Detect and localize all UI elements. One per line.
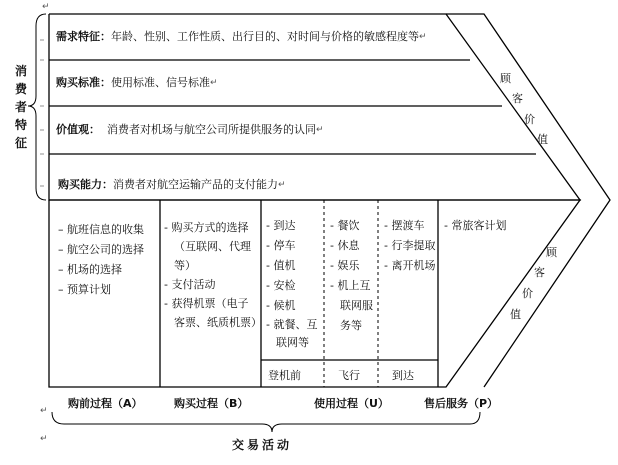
cv-bottom-char: 值 <box>510 308 521 321</box>
stage-label-u: 使用过程（U） <box>314 397 389 410</box>
col-b-list <box>164 218 262 332</box>
cv-bottom-char: 价 <box>522 287 533 300</box>
list-item: - 休息 <box>330 239 360 252</box>
consumer-features-label <box>14 62 28 152</box>
list-item: - 停车 <box>266 239 296 252</box>
list-item: - 常旅客计划 <box>444 219 507 232</box>
cv-top-char: 客 <box>512 92 523 105</box>
left-brace <box>28 14 46 200</box>
para-mark: ↵ <box>40 434 48 444</box>
list-item: - 就餐、互联网等 <box>266 318 318 349</box>
list-item: - 离开机场 <box>384 259 436 272</box>
sub-label-before-boarding: 登机前 <box>268 369 301 382</box>
list-item: - 机上互联网服务等 <box>330 279 373 332</box>
demand-text: 年龄、性别、工作性质、出行目的、对时间与价格的敏感程度等 <box>111 30 419 43</box>
para-mark: ↵ <box>42 2 50 12</box>
sub-label-flight: 飞行 <box>338 369 360 382</box>
list-item: - 购买方式的选择（互联网、代理等） <box>164 221 251 272</box>
values-text: 消费者对机场与航空公司所提供服务的认同 <box>107 123 316 136</box>
label-char: 费 <box>14 82 27 96</box>
standard-row: 购买标准：使用标准、信号标准 ↵ <box>56 76 218 89</box>
bottom-brace <box>52 412 480 432</box>
col-u2-list <box>330 216 376 336</box>
list-item: – 机场的选择 <box>58 263 122 276</box>
values-row: 价值观： 消费者对机场与航空公司所提供服务的认同 ↵ <box>56 123 324 136</box>
label-char: 消 <box>14 64 27 78</box>
demand-label: 需求特征： <box>56 30 111 43</box>
cv-top-char: 顾 <box>500 72 511 85</box>
standard-label: 购买标准： <box>56 76 111 89</box>
list-item: - 候机 <box>266 299 296 312</box>
label-char: 特 <box>14 118 27 132</box>
sub-label-arrival: 到达 <box>392 369 414 382</box>
values-label: 价值观： <box>56 123 100 136</box>
label-char: 征 <box>14 136 27 150</box>
col-u1-list <box>266 216 324 352</box>
list-item: - 行李提取 <box>384 239 436 252</box>
list-item: – 预算计划 <box>58 283 111 296</box>
list-item: – 航班信息的收集 <box>58 223 144 236</box>
stage-label-a: 购前过程（A） <box>68 397 143 410</box>
list-item: - 安检 <box>266 279 296 292</box>
ability-text: 消费者对航空运输产品的支付能力 <box>113 178 278 191</box>
col-p-list <box>444 216 506 236</box>
cv-bottom-char: 客 <box>534 266 545 279</box>
col-a-list <box>58 220 158 300</box>
list-item: - 到达 <box>266 219 296 232</box>
list-item: – 航空公司的选择 <box>58 243 144 256</box>
col-u3-list <box>384 216 436 276</box>
cv-top-char: 价 <box>524 113 535 126</box>
stage-label-p: 售后服务（P） <box>424 397 499 410</box>
ability-label: 购买能力： <box>58 178 113 191</box>
transaction-label: 交易活动 <box>232 438 293 452</box>
stage-label-b: 购买过程（B） <box>174 397 249 410</box>
cv-top-char: 值 <box>537 133 548 146</box>
para-mark: ↵ <box>40 406 48 416</box>
label-char: 者 <box>14 100 27 114</box>
list-item: - 摆渡车 <box>384 219 425 232</box>
ability-row: 购买能力：消费者对航空运输产品的支付能力 ↵ <box>58 178 286 191</box>
demand-row: 需求特征：年龄、性别、工作性质、出行目的、对时间与价格的敏感程度等 ↵ <box>56 30 427 43</box>
list-item: - 娱乐 <box>330 259 360 272</box>
standard-text: 使用标准、信号标准 <box>111 76 210 89</box>
cv-bottom-char: 顾 <box>546 246 557 259</box>
list-item: - 餐饮 <box>330 219 360 232</box>
list-item: - 值机 <box>266 259 296 272</box>
list-item: - 支付活动 <box>164 278 216 291</box>
list-item: - 获得机票（电子客票、纸质机票） <box>164 297 262 329</box>
